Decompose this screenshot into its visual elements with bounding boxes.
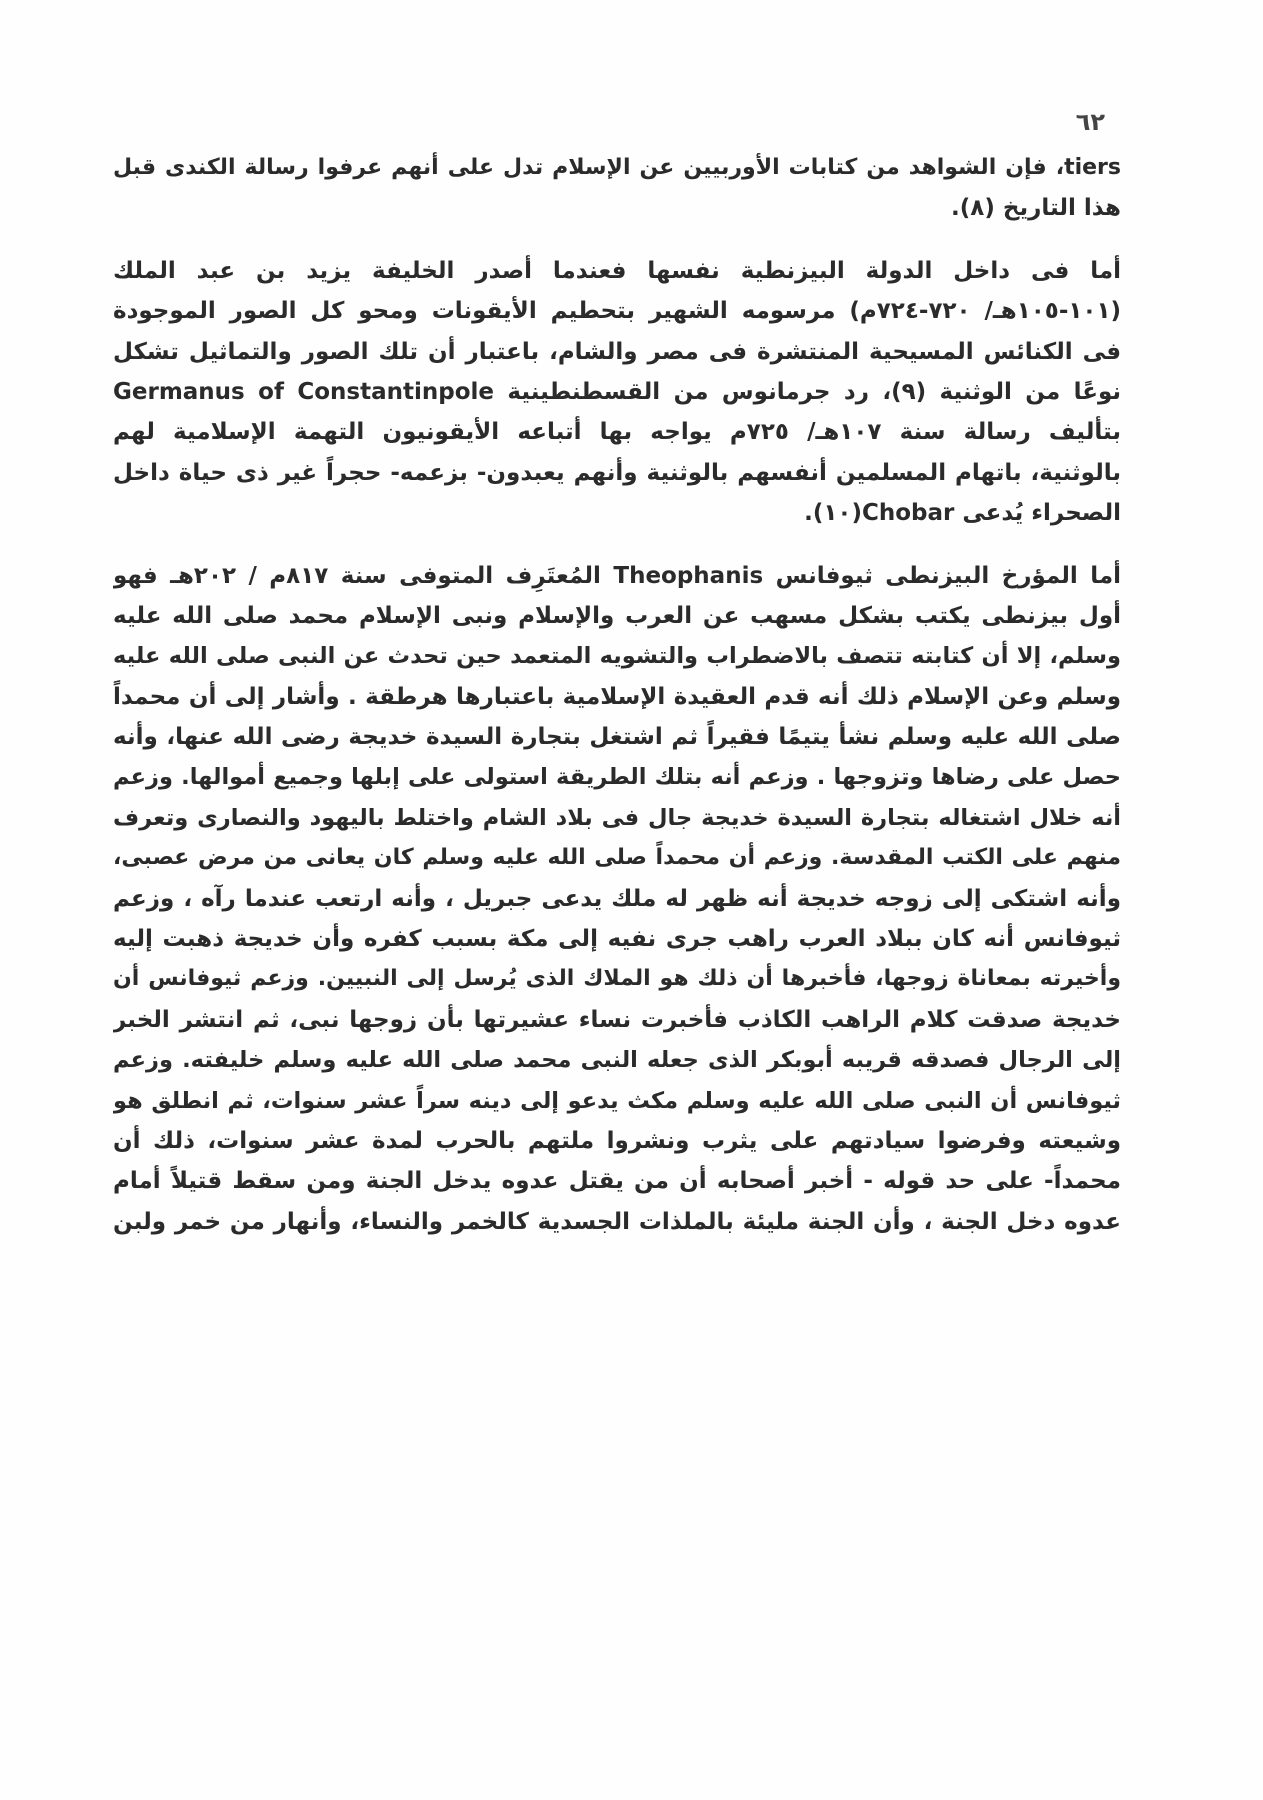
text-line: عدوه دخل الجنة ، وأن الجنة مليئة بالملذات الجسدية كالخمر والنساء، وأنهار من خمر ولبن	[113, 1208, 1121, 1235]
text-line: وسلم وعن الإسلام ذلك أنه قدم العقيدة الإسلامية باعتبارها هرطقة . وأشار إلى أن محمداً	[113, 683, 1121, 710]
text-line: وأخيرته بمعاناة زوجها، فأخبرها أن ذلك هو الملاك الذى يُرسل إلى النبيين. وزعم ثيوفانس أن	[113, 966, 1121, 992]
paragraph-1	[113, 148, 1121, 229]
text-line: نوعًا من الوثنية (٩)، رد جرمانوس من القسطنطينية Germanus of Constantinpole	[113, 378, 1121, 405]
page-number: ٦٢	[1075, 108, 1105, 136]
text-line: tiers، فإن الشواهد من كتابات الأوربيين عن الإسلام تدل على أنهم عرفوا رسالة الكندى قبل	[113, 155, 1121, 180]
text-line: بتأليف رسالة سنة ١٠٧هـ/ ٧٢٥م يواجه بها أتباعه الأيقونيون التهمة الإسلامية لهم	[113, 419, 1121, 446]
text-line: وسلم، إلا أن كتابته تتصف بالاضطراب والتشويه المتعمد حين تحدث عن النبى صلى الله عليه	[113, 643, 1121, 670]
text-line: أول بيزنطى يكتب بشكل مسهب عن العرب والإسلام ونبى الإسلام محمد صلى الله عليه	[113, 602, 1121, 629]
text-line: منهم على الكتب المقدسة. وزعم أن محمداً صلى الله عليه وسلم كان يعانى من مرض عصبى،	[113, 845, 1121, 871]
paragraph-3	[113, 556, 1121, 1243]
body-text	[113, 148, 1121, 1242]
text-line: خديجة صدقت كلام الراهب الكاذب فأخبرت نساء عشيرتها بأن زوجها نبى، ثم انتشر الخبر	[113, 1006, 1121, 1033]
text-line: (١٠١-١٠٥هـ/ ٧٢٠-٧٢٤م) مرسومه الشهير بتحطيم الأيقونات ومحو كل الصور الموجودة	[113, 298, 1121, 325]
text-line: ثيوفانس أنه كان ببلاد العرب راهب جرى نفيه إلى مكة بسبب كفره وأن خديجة ذهبت إليه	[113, 926, 1121, 953]
text-line: أما المؤرخ البيزنطى ثيوفانس Theophanis المُعتَرِف المتوفى سنة ٨١٧م / ٢٠٢هـ فهو	[113, 562, 1121, 589]
text-line: محمداً- على حد قوله - أخبر أصحابه أن من يقتل عدوه يدخل الجنة ومن سقط قتيلاً أمام	[113, 1168, 1121, 1195]
text-line: صلى الله عليه وسلم نشأ يتيمًا فقيراً ثم اشتغل بتجارة السيدة خديجة رضى الله عنها، وأنه	[113, 724, 1121, 751]
text-line: أما فى داخل الدولة البيزنطية نفسها فعندما أصدر الخليفة يزيد بن عبد الملك	[113, 257, 1121, 284]
text-line: وشيعته وفرضوا سيادتهم على يثرب ونشروا ملتهم بالحرب لمدة عشر سنوات، ذلك أن	[113, 1127, 1121, 1154]
text-line: حصل على رضاها وتزوجها . وزعم أنه بتلك الطريقة استولى على إبلها وجميع أموالها. وزعم	[113, 764, 1121, 791]
text-line: وأنه اشتكى إلى زوجه خديجة أنه ظهر له ملك يدعى جبريل ، وأنه ارتعب عندما رآه ، وزعم	[113, 885, 1121, 912]
paragraph-2	[113, 251, 1121, 534]
text-line: إلى الرجال فصدقه قريبه أبوبكر الذى جعله النبى محمد صلى الله عليه وسلم خليفته. وزعم	[113, 1047, 1121, 1074]
text-line: هذا التاريخ (٨).	[951, 195, 1121, 222]
text-line: ثيوفانس أن النبى صلى الله عليه وسلم مكث يدعو إلى دينه سراً عشر سنوات، ثم انطلق هو	[113, 1087, 1121, 1114]
text-line: بالوثنية، باتهام المسلمين أنفسهم بالوثنية وأنهم يعبدون- بزعمه- حجراً غير ذى حياة داخل	[113, 459, 1121, 486]
text-line: الصحراء يُدعى Chobar(١٠).	[804, 500, 1121, 527]
text-line: أنه خلال اشتغاله بتجارة السيدة خديجة جال فى بلاد الشام واختلط باليهود والنصارى وتعرف	[113, 804, 1121, 831]
text-line: فى الكنائس المسيحية المنتشرة فى مصر والشام، باعتبار أن تلك الصور والتماثيل تشكل	[113, 338, 1121, 365]
